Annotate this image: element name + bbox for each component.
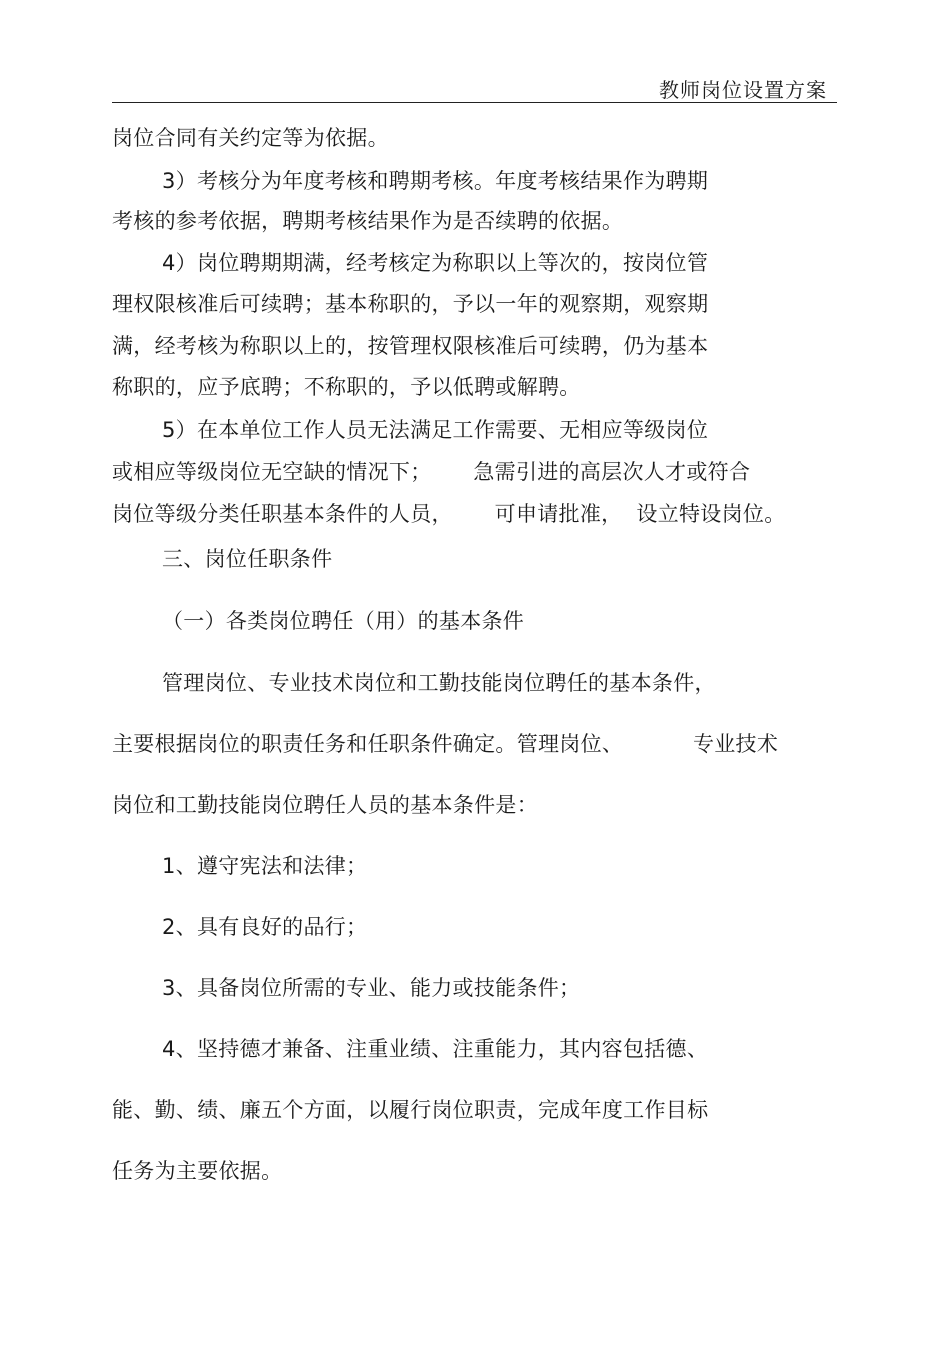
list-item-4: 4、坚持德才兼备、注重业绩、注重能力，其内容包括德、 — [162, 1037, 709, 1061]
text-line-1: 岗位合同有关约定等为依据。 — [112, 126, 389, 150]
text-line-13: 管理岗位、专业技术岗位和工勤技能岗位聘任的基本条件， — [162, 671, 716, 695]
text-line-20: 能、勤、绩、廉五个方面，以履行岗位职责，完成年度工作目标 — [112, 1098, 709, 1122]
text-line-4: 4）岗位聘期期满，经考核定为称职以上等次的，按岗位管 — [162, 251, 709, 275]
text-line-2: 3）考核分为年度考核和聘期考核。年度考核结果作为聘期 — [162, 169, 709, 193]
text-line-7: 称职的，应予底聘；不称职的，予以低聘或解聘。 — [112, 375, 581, 399]
text-line-6: 满，经考核为称职以上的，按管理权限核准后可续聘，仍为基本 — [112, 334, 709, 358]
page-header — [112, 72, 837, 103]
list-item-1: 1、遵守宪法和法律； — [162, 854, 368, 878]
list-item-3: 3、具备岗位所需的专业、能力或技能条件； — [162, 976, 581, 1000]
header-title: 教师岗位设置方案 — [659, 78, 827, 102]
text-line-5: 理权限核准后可续聘；基本称职的，予以一年的观察期，观察期 — [112, 292, 709, 316]
section-heading: 三、岗位任职条件 — [162, 547, 333, 571]
subsection-heading: （一）各类岗位聘任（用）的基本条件 — [162, 609, 525, 633]
list-item-2: 2、具有良好的品行； — [162, 915, 368, 939]
text-line-14: 主要根据岗位的职责任务和任职条件确定。管理岗位、 专业技术 — [112, 732, 779, 756]
text-line-3: 考核的参考依据，聘期考核结果作为是否续聘的依据。 — [112, 209, 624, 233]
text-line-8: 5）在本单位工作人员无法满足工作需要、无相应等级岗位 — [162, 418, 709, 442]
text-line-21: 任务为主要依据。 — [112, 1159, 283, 1183]
text-line-10: 岗位等级分类任职基本条件的人员， 可申请批准， 设立特设岗位。 — [112, 502, 786, 526]
text-line-9: 或相应等级岗位无空缺的情况下； 急需引进的高层次人才或符合 — [112, 460, 751, 484]
text-line-15: 岗位和工勤技能岗位聘任人员的基本条件是： — [112, 793, 538, 817]
